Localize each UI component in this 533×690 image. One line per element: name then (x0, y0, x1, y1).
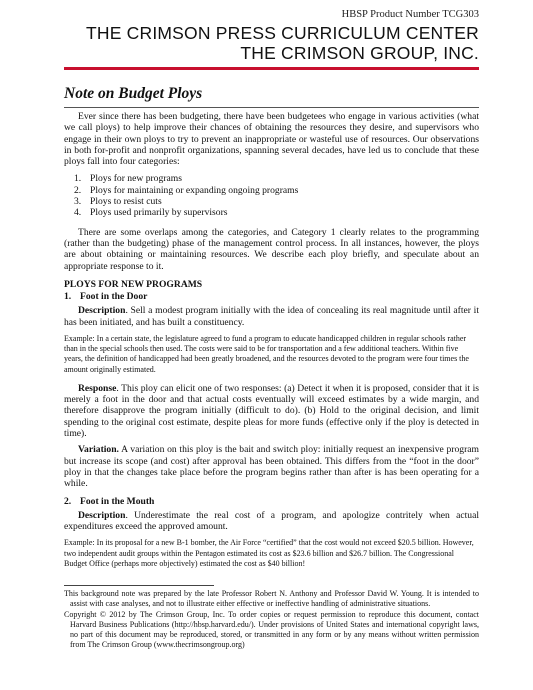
list-number: 3. (74, 196, 82, 208)
subsection-title: Foot in the Door (80, 291, 148, 303)
variation-text: A variation on this ploy is the bait and switch ploy: initially request an inexpensive program but increase its scope (and cost) after approval has been obtained. This differs from the “foot in the door” ploy in that the changes take place before the program begins rather than after is has been operating for a while. (64, 444, 479, 490)
category-list (74, 173, 479, 218)
footnotes (64, 589, 479, 651)
subsection-title: Foot in the Mouth (80, 495, 155, 507)
response-label: Response (78, 382, 117, 394)
title-rule (64, 107, 479, 108)
list-text: Ploys used primarily by supervisors (90, 207, 228, 219)
description-text: . Underestimate the real cost of a program, and apologize contritely when actual expenditures exceed the approved amount. (64, 509, 479, 533)
example-block: Example: In its proposal for a new B-1 bomber, the Air Force “certified” that the cost would not exceed $20.5 billion. However, two independent audit groups within the Pentagon estimated its cost as $23.6 billion and $26.7 billion. The Congressional Budget Office (perhaps more objectively) estimated the cost as $40 billion! (64, 538, 474, 568)
list-item (74, 207, 479, 218)
list-number: 1. (74, 173, 82, 185)
subsection-number: 1. (64, 291, 72, 303)
description-text: . Sell a modest program initially with the idea of concealing its real magnitude until after it has been initiated, and has built a constituency. (64, 305, 479, 328)
publisher-line-2: THE CRIMSON GROUP, INC. (240, 43, 479, 63)
subsection-heading (64, 496, 479, 507)
list-item (74, 173, 479, 184)
header-rule (64, 67, 479, 70)
section-heading: PLOYS FOR NEW PROGRAMS (64, 278, 203, 290)
response-text: . This ploy can elicit one of two responses: (a) Detect it when it is proposed, consider that it is merely a foot in the door and that actual costs eventually will exceed estimates by a wide margin, and therefore disapprove the program initially (difficult to do). (b) Hold to the original decision, and limit spending to the original cost estimate, despite pleas for more funds (effective only if the ploy is detected in time). (64, 382, 479, 440)
list-number: 2. (74, 184, 82, 196)
description-label: Description (78, 305, 126, 317)
variation-label: Variation. (78, 444, 119, 456)
description-paragraph (64, 510, 479, 533)
description-paragraph (64, 305, 479, 328)
example-block: Example: In a certain state, the legislature agreed to fund a program to educate handicapped children in regular schools rather than in the special schools then used. The costs were said to be for transportation and a few additional teachers. Within five years, the definition of handicapped had been greatly broadened, and the resources devoted to the program were four times the amount originally estimated. (64, 334, 469, 374)
list-text: Ploys for new programs (90, 173, 182, 185)
description-label: Description (78, 509, 126, 521)
overview-paragraph: There are some overlaps among the categories, and Category 1 clearly relates to the programming (rather than the budgeting) phase of the management control process. In all instances, however, the ploys are about obtaining or maintaining resources. We describe each ploy briefly, and speculate about an appropriate response to it. (64, 226, 479, 272)
intro-paragraph: Ever since there has been budgeting, there have been budgetees who engage in various activities (what we call ploys) to help improve their chances of obtaining the resources they desire, and supervisors who engage in their own ploys to try to prevent an inappropriate or wasteful use of resources. Our observations in both for-profit and nonprofit organizations, spanning several decades, have led us to conclude that these ploys fall into four categories: (64, 111, 479, 168)
preparation-note: This background note was prepared by the late Professor Robert N. Anthony and Professor David W. Young. It is intended to assist with case analyses, and not to illustrate either effective or ineffective handling of administrative situations. (64, 589, 479, 608)
document-title: Note on Budget Ploys (64, 85, 203, 102)
product-number: HBSP Product Number TCG303 (341, 9, 479, 20)
subsection-number: 2. (64, 495, 72, 507)
response-paragraph (64, 383, 479, 439)
list-text: Ploys to resist cuts (90, 196, 162, 208)
list-item (74, 196, 479, 207)
footnote-rule (64, 585, 214, 586)
list-item (74, 185, 479, 196)
subsection-heading (64, 291, 479, 302)
body-content (64, 111, 479, 577)
publisher-line-1: THE CRIMSON PRESS CURRICULUM CENTER (86, 23, 479, 43)
variation-paragraph (64, 444, 479, 489)
list-text: Ploys for maintaining or expanding ongoing programs (90, 184, 299, 196)
list-number: 4. (74, 207, 82, 219)
copyright-note: Copyright © 2012 by The Crimson Group, Inc. To order copies or request permission to reproduce this document, contact Harvard Business Publications (http://hbsp.harvard.edu/). Under provisions of United States and international copyright laws, no part of this document may be reproduced, stored, or transmitted in any form or by any means without written permission from The Crimson Group (www.thecrimsongroup.org) (64, 610, 479, 649)
